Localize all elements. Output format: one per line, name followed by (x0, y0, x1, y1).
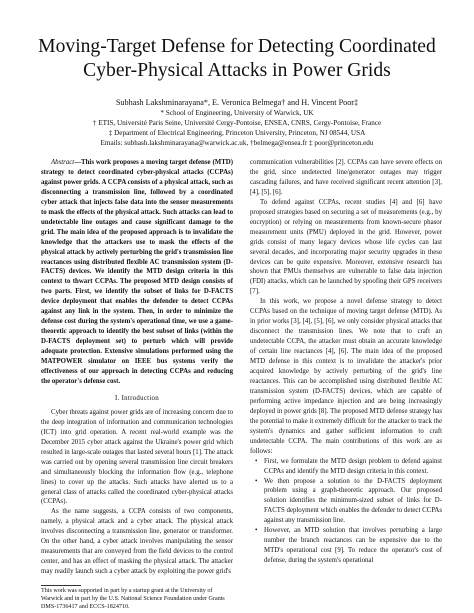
affiliation-princeton: ‡ Department of Electrical Engineering, Princeton University, Princeton, NJ 08544, USA (108, 129, 366, 137)
contribution-item: • We then propose a solution to the D-FACTS deployment problem using a graph-theoretic approach. Our proposed solution identifies the minimum-sized subset of links for D-FACTS deployment which enables the defender to detect CCPAs against any transmission line. (264, 477, 442, 527)
intro-paragraph-2: As the name suggests, a CCPA consists of two components, namely, a physical attack and a cyber attack. The physical attack involves disconnecting a transmission line, generator or transformer. On the other hand, a cyber attack involves manipulating the sensor measurements that are conveyed from the field devices to the control center, and has an effect of masking the physical attack. The attacker may readily launch such a cyber attack by exploiting the power grid's (41, 508, 233, 576)
paper-title: Moving-Target Defense for Detecting Coordinated Cyber-Physical Attacks in Power Grids (38, 36, 436, 81)
abstract-text: —This work proposes a moving target defense (MTD) strategy to detect coordinated cyber-physical attacks (CCPAs) against power grids. A CCPA consists of a physical attack, such as disconnecting a transmission line, followed by a coordinated cyber attack that injects false data into the sensor measurements to mask the effects of the physical attack. Such attacks can lead to undetectable line outages and cause significant damage to the grid. The main idea of the proposed approach is to invalidate the knowledge that the attackers use to mask the effects of the physical attack by actively perturbing the grid's transmission line reactances using distributed flexible AC transmission system (D-FACTS) devices. We identify the MTD design criteria in this context to thwart CCPAs. The proposed MTD design consists of two parts. First, we identify the subset of links for D-FACTS device deployment that enables the defender to detect CCPAs against any link in the system. Then, in order to minimize the defense cost during the system's operational time, we use a game-theoretic approach to identify the best subset of links (within the D-FACTS deployment set) to perturb which will provide adequate protection. Extensive simulations performed using the MATPOWER simulator on IEEE bus systems verify the effectiveness of our approach in detecting CCPAs and reducing the operator's defense cost. (41, 159, 233, 385)
abstract (41, 158, 233, 387)
footnote-rule (41, 585, 81, 586)
right-paragraph-2: To defend against CCPAs, recent studies [4] and [6] have proposed strategies based on securing a set of measurements (e.g., by encryption) or relying on measurements from known-secure phasor measurement units (PMU) deployed in the grid. However, power grids consist of many legacy devices whose life cycles can last several decades, and incorporating major security upgrades in these devices can be quite expensive. Moreover, extensive research has shown that PMUs themselves are vulnerable to false data injection (FDI) attacks, which can be launched by spoofing their GPS receivers [7]. (250, 198, 442, 296)
section-heading-introduction: I. Introduction (114, 394, 160, 402)
affiliation-warwick: * School of Engineering, University of Warwick, UK (160, 109, 314, 117)
contribution-item: • First, we formulate the MTD design problem to defend against CCPAs and identify the MTD design criteria in this context. (264, 457, 442, 477)
right-column (250, 158, 442, 566)
author-list: Subhash Lakshminarayana*, E. Veronica Belmega† and H. Vincent Poor‡ (115, 98, 359, 107)
author-emails: Emails: subhash.lakshminarayana@warwick.ac.uk, †belmega@ensea.fr ‡ poor@princeton.edu (100, 139, 374, 147)
funding-footnote: This work was supported in part by a startup grant at the University of Warwick and in part by the U.S. National Science Foundation under Grants DMS-1736417 and ECCS-1824710. (41, 588, 225, 610)
abstract-label: Abstract (51, 159, 75, 166)
right-paragraph-3: In this work, we propose a novel defense strategy to detect CCPAs based on the technique of moving target defense (MTD). As in prior works [3], [4], [5], [6], we only consider physical attacks that disconnect the transmission lines. We note that to craft an undetectable CCPA, the attacker must obtain an accurate knowledge of certain line reactances [4], [6]. The main idea of the proposed MTD defense in this context is to invalidate the attacker's prior acquired knowledge by actively perturbing of the grid's line reactances. This can be accomplished using distributed flexible AC transmission system (D-FACTS) devices, which are capable of performing active impedance injection and are being increasingly deployed in power grids [8]. The proposed MTD defense strategy has the potential to make it extremely difficult for the attacker to track the system's dynamics and gather sufficient information to craft undetectable CCPA. The main contributions of this work are as follows: (250, 298, 442, 455)
contributions-list (250, 457, 442, 566)
contribution-item: • However, an MTD solution that involves perturbing a large number the branch reactances can be expensive due to the MTD's operational cost [9]. To reduce the operator's cost of defense, during the system's operational (264, 526, 442, 566)
affiliation-etis: † ETIS, Université Paris Seine, Université Cergy-Pontoise, ENSEA, CNRS, Cergy-Pontoise, France (92, 119, 382, 127)
right-paragraph-1: communication vulnerabilities [2]. CCPAs can have severe effects on the grid, since undetected line/generator outages may trigger cascading failures, and have received significant recent attention [3], [4], [5], [6]. (250, 159, 442, 196)
left-column (41, 158, 233, 577)
intro-paragraph-1: Cyber threats against power grids are of increasing concern due to the deep integration of information and communication technologies (ICT) into grid operation. A recent real-world example was the December 2015 cyber attack against the Ukraine's power grid which resulted in large-scale outages that lasted several hours [1]. The attack was carried out by opening several transmission line circuit breakers and simultaneously blocking the information flow (e.g., telephone lines) to cover up the attacks. Such attacks have alerted us to a general class of attacks called the coordinated cyber-physical attacks (CCPAs). (41, 408, 233, 506)
